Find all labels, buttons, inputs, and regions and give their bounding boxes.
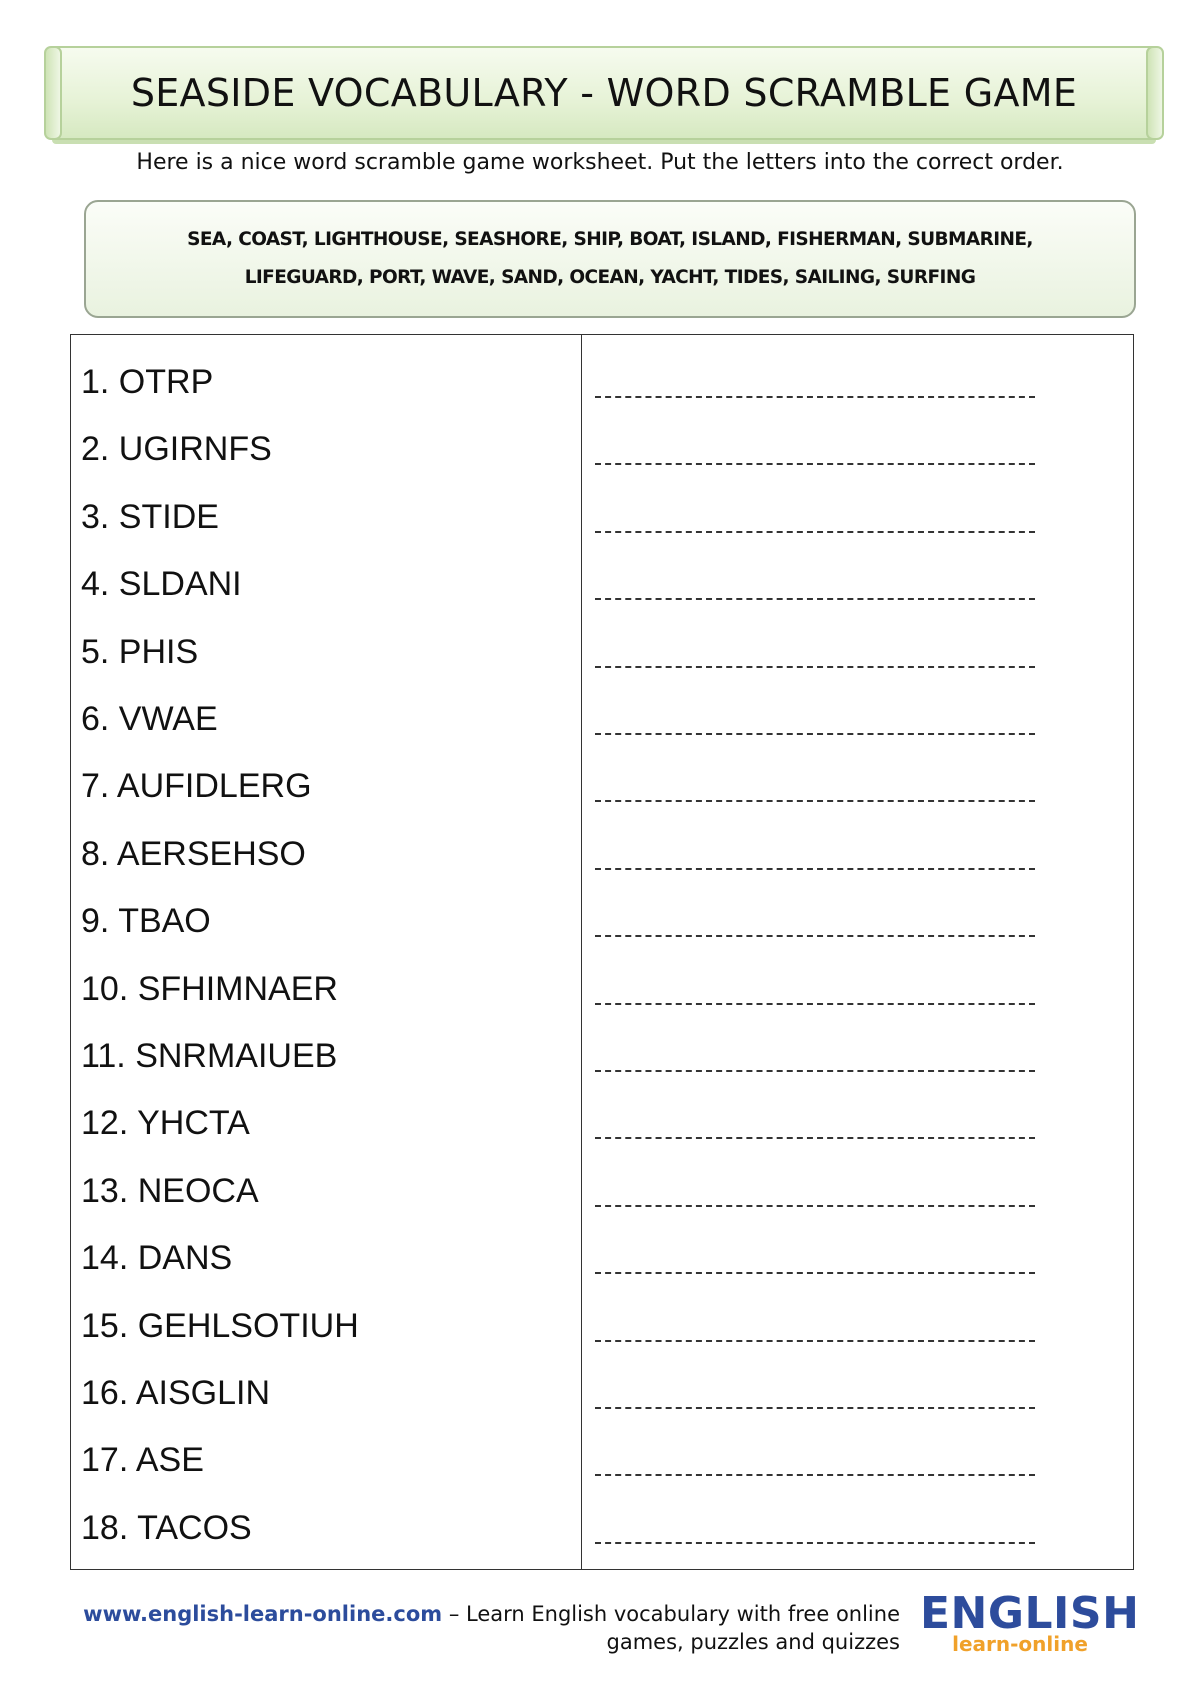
scrambled-word: 14. DANS (81, 1239, 233, 1278)
answer-line[interactable] (595, 1474, 1035, 1476)
answer-line[interactable] (595, 396, 1035, 398)
answer-line[interactable] (595, 1272, 1035, 1274)
footer-text-2: games, puzzles and quizzes (606, 1630, 900, 1654)
answer-line[interactable] (595, 531, 1035, 533)
scramble-row (71, 349, 1133, 416)
scramble-row (71, 1293, 1133, 1360)
scramble-row (71, 686, 1133, 753)
scrambled-word: 6. VWAE (81, 700, 218, 738)
word-bank-line-2: LIFEGUARD, PORT, WAVE, SAND, OCEAN, YACHT, TIDES, SAILING, SURFING (244, 267, 976, 288)
page-title: SEASIDE VOCABULARY - WORD SCRAMBLE GAME (130, 71, 1078, 115)
answer-line[interactable] (595, 1070, 1035, 1072)
answer-line[interactable] (595, 868, 1035, 870)
answer-line[interactable] (595, 1003, 1035, 1005)
logo (920, 1588, 1140, 1656)
scramble-row (71, 956, 1133, 1023)
scramble-row (71, 821, 1133, 888)
answer-line[interactable] (595, 733, 1035, 735)
answer-line[interactable] (595, 1542, 1035, 1544)
logo-text-english: ENGLISH (920, 1588, 1140, 1639)
scramble-row (71, 1225, 1133, 1292)
scrambled-word: 1. OTRP (81, 363, 214, 401)
scrambled-word: 10. SFHIMNAER (81, 969, 338, 1008)
scrambled-word: 8. AERSEHSO (81, 834, 306, 873)
scrambled-word: 18. TACOS (81, 1508, 252, 1547)
title-banner (52, 46, 1156, 140)
scrambled-word: 11. SNRMAIUEB (81, 1037, 338, 1075)
scramble-row (71, 888, 1133, 955)
scramble-row (71, 1023, 1133, 1090)
scramble-row (71, 1158, 1133, 1225)
scrambled-word: 5. PHIS (81, 632, 199, 671)
scrambled-word: 2. UGIRNFS (81, 430, 272, 469)
footer (50, 1600, 900, 1656)
answer-line[interactable] (595, 1340, 1035, 1342)
scramble-row (71, 416, 1133, 483)
scrambled-word: 3. STIDE (81, 497, 219, 536)
answer-line[interactable] (595, 1407, 1035, 1409)
scramble-row (71, 484, 1133, 551)
scrambled-word: 7. AUFIDLERG (81, 767, 312, 806)
scrambled-word: 16. AISGLIN (81, 1374, 270, 1412)
scramble-row (71, 1427, 1133, 1494)
footer-text-1: – Learn English vocabulary with free online (442, 1602, 900, 1626)
scramble-row (71, 753, 1133, 820)
scramble-row (71, 1360, 1133, 1427)
scramble-row (71, 1495, 1133, 1562)
instructions: Here is a nice word scramble game worksheet. Put the letters into the correct order. (136, 150, 1064, 175)
answer-line[interactable] (595, 666, 1035, 668)
scramble-row (71, 619, 1133, 686)
answer-line[interactable] (595, 800, 1035, 802)
scrambled-word: 4. SLDANI (81, 565, 242, 604)
word-bank (84, 200, 1136, 318)
scrambled-word: 15. GEHLSOTIUH (81, 1306, 359, 1345)
word-bank-line-1: SEA, COAST, LIGHTHOUSE, SEASHORE, SHIP, BOAT, ISLAND, FISHERMAN, SUBMARINE, (187, 229, 1033, 250)
scramble-row (71, 1090, 1133, 1157)
scrambled-word: 12. YHCTA (81, 1104, 250, 1143)
scrambled-word: 17. ASE (81, 1441, 204, 1480)
scrambled-word: 13. NEOCA (81, 1171, 259, 1210)
footer-link[interactable]: www.english-learn-online.com (83, 1602, 443, 1626)
answer-line[interactable] (595, 598, 1035, 600)
scramble-row (71, 551, 1133, 618)
scrambled-word: 9. TBAO (81, 902, 211, 941)
answer-line[interactable] (595, 1205, 1035, 1207)
answer-line[interactable] (595, 1137, 1035, 1139)
answer-line[interactable] (595, 935, 1035, 937)
logo-text-learn-online: learn-online (952, 1632, 1088, 1656)
answer-line[interactable] (595, 463, 1035, 465)
scramble-table (70, 334, 1134, 1570)
